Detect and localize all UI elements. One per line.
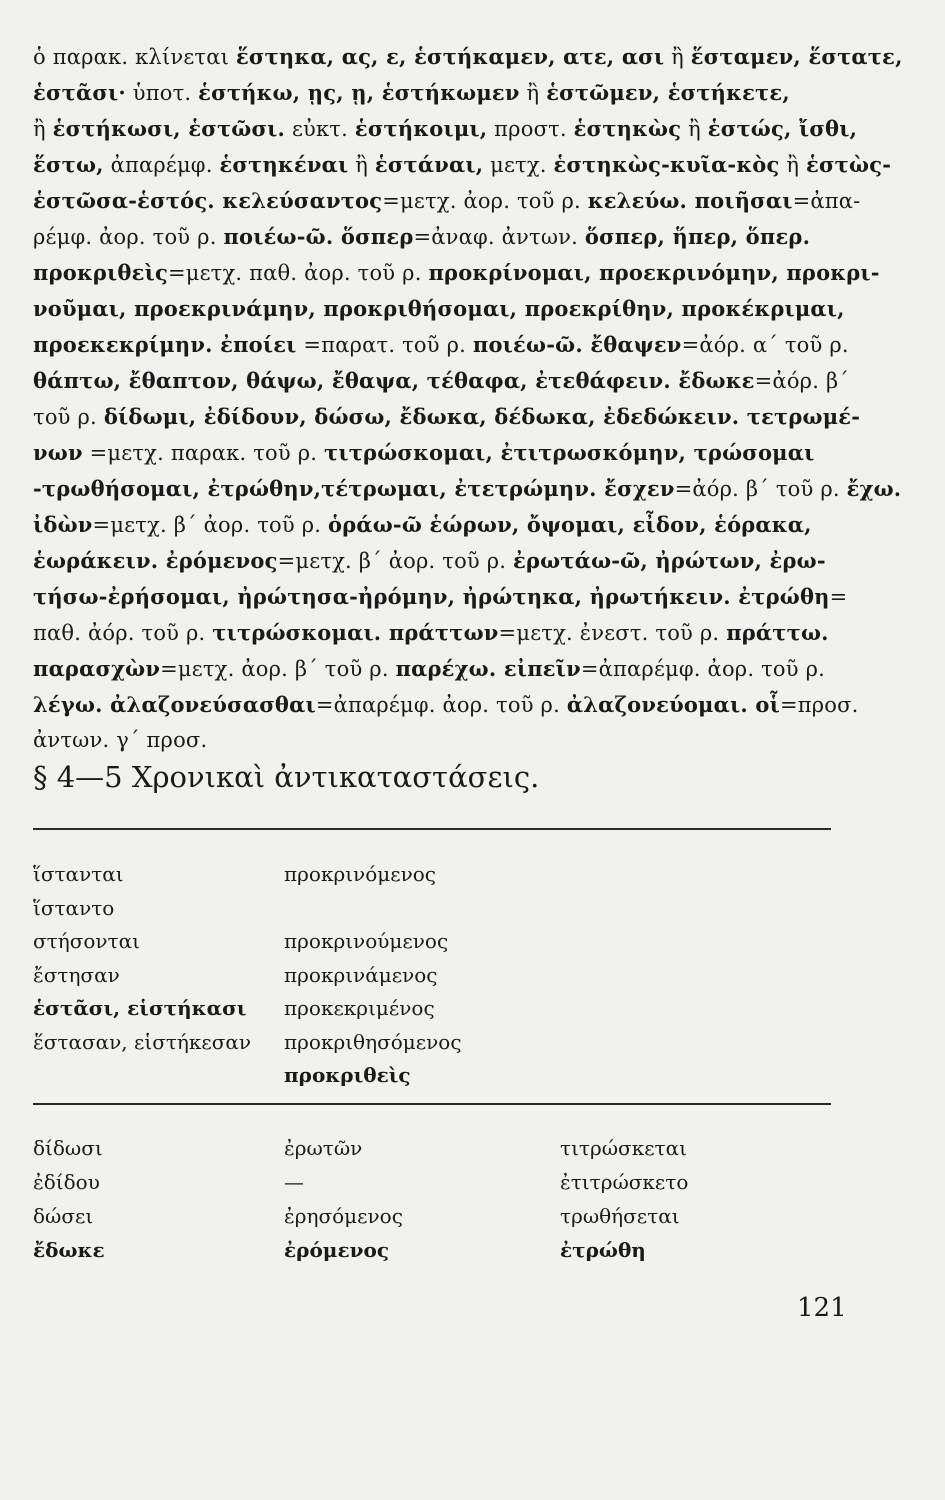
bold-term: ὅσπερ, ἥπερ, ὅπερ. (584, 224, 811, 249)
bold-term: ἑστάναι, (374, 152, 484, 177)
paragraph-line (33, 512, 812, 537)
bold-term: ἰδὼν (33, 512, 93, 537)
bold-term: ἕσταμεν, ἕστατε, (690, 44, 903, 69)
bold-term: ἑστῶμεν, ἑστήκετε, (546, 80, 790, 105)
annotation-text: =προσ. (779, 693, 859, 717)
annotation-text: =μετχ. παθ. ἀορ. τοῦ ρ. (167, 261, 429, 285)
bold-term: προεκεκρίμην. ἐποίει (33, 332, 297, 357)
annotation-text: ρέμφ. ἀορ. τοῦ ρ. (33, 225, 224, 249)
annotation-text: ἢ (779, 153, 807, 177)
bold-term: κελεύω. ποιῆσαι (587, 188, 793, 213)
table-cell: ἐτιτρώσκετο (560, 1170, 689, 1194)
bold-term: -τρωθήσομαι, ἐτρώθην,τέτρωμαι, ἐτετρώμην. ἔσχεν (33, 476, 675, 501)
annotation-text: =μετχ. β΄ ἀορ. τοῦ ρ. (277, 549, 514, 573)
table-cell: ἵστανται (33, 862, 124, 886)
table-cell: προκριθεὶς (284, 1063, 411, 1087)
table-cell: τρωθήσεται (560, 1204, 680, 1228)
annotation-text: ἢ (348, 153, 375, 177)
bold-term: πράττω. (726, 620, 829, 645)
bold-term: ἑστήκοιμι, (354, 116, 488, 141)
annotation-text: =ἀόρ. α΄ τοῦ ρ. (681, 333, 849, 357)
annotation-text: =ἀπα- (792, 189, 861, 213)
paragraph-line (33, 404, 860, 429)
paragraph-line (33, 656, 825, 681)
table-cell: ἐρόμενος (284, 1238, 389, 1262)
bold-term: ἕστηκα, ας, ε, ἑστήκαμεν, ατε, ασι (235, 44, 665, 69)
bold-term: προκριθεὶς (33, 260, 168, 285)
bold-term: νοῦμαι, προεκρινάμην, προκριθήσομαι, προεκρίθην, προκέκριμαι, (33, 296, 845, 321)
paragraph-line (33, 440, 814, 465)
annotation-text: ἀπαρέμφ. (103, 153, 220, 177)
paragraph-line (33, 224, 810, 249)
bold-term: ἔχω. (846, 476, 902, 501)
paragraph-line (33, 368, 849, 393)
annotation-text: =μετχ. ἀορ. β΄ τοῦ ρ. (160, 657, 396, 681)
table-cell: ἐδίδου (33, 1170, 100, 1194)
annotation-text: =μετχ. παρακ. τοῦ ρ. (82, 441, 325, 465)
bold-term: ἑστὼς- (806, 152, 892, 177)
paragraph-line (33, 332, 849, 357)
table-cell: ἔστησαν (33, 962, 120, 987)
table-cell: ἕστασαν, εἱστήκεσαν (33, 1029, 252, 1054)
annotation-text: εὐκτ. (285, 117, 355, 141)
annotation-text: =ἀναφ. ἀντων. (413, 225, 585, 249)
bold-term: ἑστήκωσι, ἑστῶσι. (52, 116, 286, 141)
annotation-text: ἢ (519, 81, 547, 105)
section-title: § 4—5 Χρονικαὶ ἀντικαταστάσεις. (33, 760, 540, 794)
bold-term: ἑστηκέναι (219, 152, 349, 177)
annotation-text: = (829, 585, 848, 609)
table-cell: προκριθησόμενος (284, 1029, 462, 1054)
annotation-text: =ἀόρ. β΄ (754, 369, 849, 393)
annotation-text: =ἀπαρέμφ. ἀορ. τοῦ ρ. (580, 657, 826, 681)
table-cell: — (284, 1170, 304, 1194)
bold-term: λέγω. ἀλαζονεύσασθαι (33, 692, 316, 717)
table-cell: ἔδωκε (33, 1238, 105, 1262)
bold-term: ἑωράκειν. ἐρόμενος (33, 548, 278, 573)
table-cell: ἐτρώθη (560, 1238, 646, 1262)
annotation-text: =μετχ. ἐνεστ. τοῦ ρ. (498, 621, 727, 645)
bold-term: τιτρώσκομαι, ἐτιτρωσκόμην, τρώσομαι (324, 440, 815, 465)
bold-term: δίδωμι, ἐδίδουν, δώσω, ἔδωκα, δέδωκα, ἐδεδώκειν. τετρωμέ- (103, 404, 861, 429)
bold-term: ὁράω-ῶ ἑώρων, ὄψομαι, εἶδον, ἑόρακα, (328, 512, 812, 537)
annotation-text: μετχ. (483, 153, 554, 177)
annotation-text: =μετχ. β΄ ἀορ. τοῦ ρ. (92, 513, 328, 537)
paragraph-line (33, 692, 859, 717)
paragraph-line (33, 620, 829, 645)
bold-term: ἑστᾶσι· (33, 80, 126, 105)
annotation-text: ὁ παρακ. κλίνεται (33, 45, 236, 69)
annotation-text: ἀντων. γ΄ προσ. (33, 728, 208, 752)
annotation-text: =μετχ. ἀορ. τοῦ ρ. (382, 189, 588, 213)
bold-term: ποιέω-ῶ. ἔθαψεν (472, 332, 682, 357)
table-cell: ἑστᾶσι, εἱστήκασι (33, 996, 247, 1020)
paragraph-line (33, 152, 891, 177)
table-cell: στήσονται (33, 929, 140, 953)
annotation-text: ὑποτ. (125, 81, 199, 105)
paragraph-line (33, 296, 845, 321)
annotation-text: παθ. ἀόρ. τοῦ ρ. (33, 621, 213, 645)
bold-term: ἑστηκὼς-κυῖα-κὸς (553, 152, 780, 177)
table-cell: προκεκριμένος (284, 996, 435, 1020)
bold-term: ἑστήκω, ῃς, ῃ, ἑστήκωμεν (198, 80, 520, 105)
paragraph-line (33, 548, 826, 573)
annotation-text: προστ. (487, 117, 574, 141)
table-rule-top (33, 828, 831, 830)
bold-term: θάπτω, ἔθαπτον, θάψω, ἔθαψα, τέθαφα, ἐτεθάφειν. ἔδωκε (33, 368, 755, 393)
paragraph-line (33, 476, 901, 501)
table-cell: τιτρώσκεται (560, 1136, 687, 1160)
page-number: 121 (797, 1293, 847, 1323)
table-cell: προκρινάμενος (284, 962, 438, 987)
annotation-text: τοῦ ρ. (33, 405, 104, 429)
bold-term: ἑστηκὼς (573, 116, 682, 141)
table-cell: δίδωσι (33, 1136, 103, 1160)
table-cell: ἐρωτῶν (284, 1136, 363, 1160)
table-rule-middle (33, 1103, 831, 1105)
bold-term: ποιέω-ῶ. ὅσπερ (223, 224, 414, 249)
bold-term: ἕστω, (33, 152, 104, 177)
bold-term: νων (33, 440, 83, 465)
table-cell: ἐρησόμενος (284, 1204, 403, 1228)
paragraph-line (33, 584, 847, 609)
bold-term: ἐρωτάω-ῶ, ἠρώτων, ἐρω- (513, 548, 826, 573)
paragraph-line (33, 728, 207, 752)
table-cell: δώσει (33, 1204, 94, 1228)
bold-term: προκρίνομαι, προεκρινόμην, προκρι- (428, 260, 880, 285)
table-cell: προκρινόμενος (284, 862, 437, 886)
paragraph-line (33, 44, 903, 69)
annotation-text: ἢ (33, 117, 53, 141)
bold-term: τιτρώσκομαι. πράττων (212, 620, 499, 645)
bold-term: ἑστώς, ἴσθι, (707, 116, 858, 141)
annotation-text: ἢ (681, 117, 708, 141)
bold-term: παρασχὼν (33, 656, 161, 681)
bold-term: τήσω-ἐρήσομαι, ἠρώτησα-ἠρόμην, ἠρώτηκα, ἠρωτήκειν. ἐτρώθη (33, 584, 830, 609)
annotation-text: =παρατ. τοῦ ρ. (296, 333, 473, 357)
bold-term: ἑστῶσα-ἑστός. κελεύσαντος (33, 188, 383, 213)
annotation-text: =ἀπαρέμφ. ἀορ. τοῦ ρ. (315, 693, 567, 717)
bold-term: παρέχω. εἰπεῖν (395, 656, 581, 681)
table-cell: ἵσταντο (33, 895, 115, 920)
paragraph-line (33, 188, 860, 213)
paragraph-line (33, 80, 790, 105)
paragraph-line (33, 260, 880, 285)
bold-term: ἀλαζονεύομαι. οἷ (566, 692, 780, 717)
table-cell: προκρινούμενος (284, 929, 449, 953)
annotation-text: ἢ (664, 45, 691, 69)
annotation-text: =ἀόρ. β΄ τοῦ ρ. (674, 477, 847, 501)
paragraph-line (33, 116, 857, 141)
